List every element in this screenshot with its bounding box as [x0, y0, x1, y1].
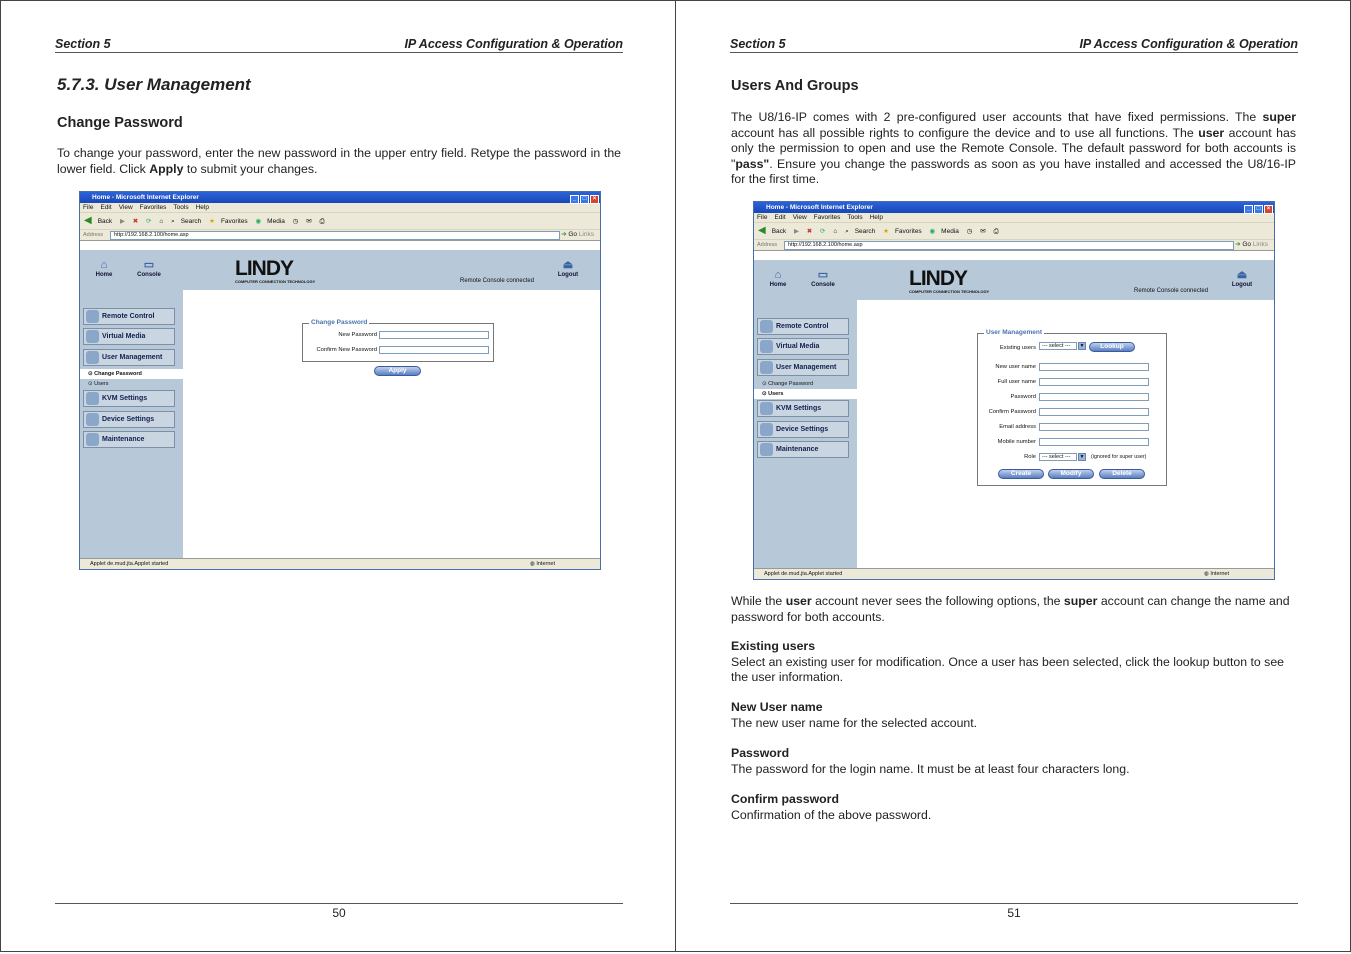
options-paragraph: [731, 594, 1296, 625]
confirm-password-label: Confirm New Password: [316, 347, 377, 353]
role-note: (ignored for super user): [1091, 454, 1147, 460]
address-bar: [80, 230, 600, 241]
apply-button[interactable]: Apply: [374, 366, 421, 376]
logo-text: LINDY: [909, 267, 967, 290]
back-icon[interactable]: ◀: [84, 215, 92, 226]
subnav-label: Change Password: [768, 381, 814, 387]
nav-device-settings[interactable]: [757, 421, 849, 438]
maintenance-icon: [86, 433, 99, 446]
favorites-button[interactable]: Favorites: [894, 228, 922, 235]
nav-kvm-settings[interactable]: [83, 390, 175, 407]
para-text: To change your password, enter the new password in the upper entry field. Retype the password in the lower field. Click: [57, 146, 621, 176]
nav-label: Remote Control: [102, 313, 155, 320]
browser-status-bar: [80, 558, 600, 569]
para-text: . Ensure you change the passwords as soon as you have installed and accessed the U8/16-IP for the first time.: [731, 156, 1296, 186]
para-text: account never sees the following options, the: [811, 594, 1064, 608]
logout-button[interactable]: [1228, 269, 1256, 288]
favorites-button[interactable]: Favorites: [220, 218, 248, 225]
nav-maintenance[interactable]: [83, 431, 175, 448]
nav-label: Maintenance: [102, 436, 145, 443]
status-text: Applet de.mud.jta.Applet started: [90, 561, 169, 567]
email-input[interactable]: [1039, 423, 1149, 431]
console-button[interactable]: [135, 259, 163, 278]
nav-maintenance[interactable]: [757, 441, 849, 458]
page-header: [55, 37, 623, 53]
maximize-icon[interactable]: □: [580, 195, 589, 204]
remote-console-status: Remote Console connected: [1134, 288, 1209, 294]
users-icon: [86, 351, 99, 364]
kvm-settings-icon: [86, 392, 99, 405]
existing-users-select[interactable]: [1039, 342, 1085, 350]
change-password-paragraph: [57, 146, 621, 177]
header-title: IP Access Configuration & Operation: [1079, 37, 1298, 51]
browser-toolbar: [80, 213, 600, 230]
full-user-name-label: Full user name: [997, 379, 1036, 385]
delete-button[interactable]: Delete: [1099, 469, 1145, 479]
menu-help[interactable]: Help: [195, 204, 209, 211]
home-button[interactable]: [766, 269, 790, 288]
role-label: Role: [1024, 454, 1036, 460]
nav-user-management[interactable]: [83, 349, 175, 366]
home-icon: ⌂: [100, 259, 108, 271]
para-text: While the: [731, 594, 786, 608]
bold-super: super: [1262, 110, 1296, 124]
logout-label: Logout: [1231, 282, 1253, 288]
bold-super: super: [1063, 594, 1098, 608]
nav-label: Virtual Media: [102, 333, 146, 340]
kvm-settings-icon: [760, 402, 773, 415]
zone-indicator: [1204, 569, 1229, 579]
right-page: [675, 0, 1351, 952]
subnav-users[interactable]: ⊙ Users: [754, 389, 857, 399]
nav-label: KVM Settings: [776, 405, 822, 412]
term-new-user-name: [731, 700, 1296, 731]
logout-button[interactable]: [554, 259, 582, 278]
chevron-down-icon: ▼: [1079, 343, 1085, 349]
page-number: 50: [332, 906, 346, 920]
fieldset-legend: Change Password: [311, 319, 368, 326]
go-label: Go: [1242, 241, 1251, 248]
term-confirm-password: [731, 792, 1296, 823]
fieldset-legend: User Management: [986, 329, 1042, 336]
term-title: New User name: [731, 700, 823, 714]
go-arrow-icon: ➔: [1235, 241, 1241, 248]
logo-text: LINDY: [235, 257, 293, 280]
browser-menu-bar: [80, 203, 600, 213]
remote-control-icon: [86, 310, 99, 323]
new-user-name-label: New user name: [995, 364, 1036, 370]
virtual-media-icon: [86, 330, 99, 343]
home-icon[interactable]: ⌂: [833, 228, 838, 235]
go-button[interactable]: [1235, 240, 1268, 250]
nav-label: User Management: [102, 354, 163, 361]
favorites-icon[interactable]: ★: [883, 228, 889, 235]
header-section: Section 5: [730, 37, 786, 51]
refresh-icon[interactable]: ⟳: [820, 228, 826, 235]
links-label[interactable]: Links: [578, 231, 594, 238]
menu-favorites[interactable]: Favorites: [139, 204, 167, 211]
window-buttons: [1243, 203, 1273, 214]
print-icon[interactable]: ⎙: [993, 228, 999, 235]
full-user-name-input[interactable]: [1039, 378, 1149, 386]
section-title: 5.7.3. User Management: [57, 75, 251, 94]
nav-kvm-settings[interactable]: [757, 400, 849, 417]
nav-device-settings[interactable]: [83, 411, 175, 428]
content-curve: [183, 290, 223, 310]
modify-button[interactable]: Modify: [1048, 469, 1094, 479]
new-password-input[interactable]: [379, 331, 489, 339]
home-icon[interactable]: ⌂: [159, 218, 164, 225]
mobile-label: Mobile number: [997, 439, 1036, 445]
menu-view[interactable]: View: [792, 214, 807, 221]
media-button[interactable]: Media: [941, 228, 959, 235]
nav-label: User Management: [776, 364, 837, 371]
go-label: Go: [568, 231, 577, 238]
nav-virtual-media[interactable]: [83, 328, 175, 345]
role-select[interactable]: [1039, 453, 1085, 461]
maintenance-icon: [760, 443, 773, 456]
menu-help[interactable]: Help: [869, 214, 883, 221]
back-icon[interactable]: ◀: [758, 225, 766, 236]
select-value: --- select ---: [1042, 343, 1071, 349]
address-bar: [754, 240, 1274, 251]
console-button[interactable]: [809, 269, 837, 288]
remote-console-status: Remote Console connected: [460, 278, 535, 284]
page-footer-rule: [730, 903, 1298, 904]
password-input[interactable]: [1039, 393, 1149, 401]
stop-icon[interactable]: ✖: [806, 228, 813, 235]
subnav-label: Change Password: [94, 371, 142, 377]
lindy-logo: [909, 268, 989, 294]
subnav-users[interactable]: ⊙ Users: [88, 381, 109, 387]
password-label: Password: [1010, 394, 1036, 400]
menu-favorites[interactable]: Favorites: [813, 214, 841, 221]
term-title: Password: [731, 746, 790, 760]
console-icon: ▭: [817, 269, 829, 281]
mail-icon[interactable]: ✉: [980, 228, 986, 235]
minimize-icon[interactable]: _: [1244, 205, 1253, 214]
logout-icon: ⏏: [1236, 269, 1248, 281]
browser-status-bar: [754, 568, 1274, 579]
email-label: Email address: [999, 424, 1036, 430]
change-password-fieldset: [302, 319, 494, 362]
menu-file[interactable]: File: [83, 204, 94, 211]
term-desc: The password for the login name. It must be at least four characters long.: [731, 761, 1130, 776]
screenshot-user-management: [753, 201, 1275, 580]
address-label: Address: [757, 242, 778, 248]
confirm-password-input[interactable]: [1039, 408, 1149, 416]
menu-tools[interactable]: Tools: [173, 204, 189, 211]
close-icon[interactable]: ×: [1264, 205, 1273, 214]
logout-label: Logout: [557, 272, 579, 278]
para-text: account can change the name and password for both accounts.: [731, 594, 1290, 624]
term-password: [731, 746, 1296, 777]
menu-tools[interactable]: Tools: [847, 214, 863, 221]
zone-indicator: [530, 559, 555, 569]
nav-virtual-media[interactable]: [757, 338, 849, 355]
term-existing-users: [731, 639, 1296, 686]
term-desc: Select an existing user for modification. Once a user has been selected, click the lookup button to see the user information.: [731, 654, 1284, 684]
web-content: [80, 250, 600, 559]
users-groups-heading: Users And Groups: [731, 78, 859, 94]
search-button[interactable]: Search: [180, 218, 202, 225]
close-icon[interactable]: ×: [590, 195, 599, 204]
logo-subtitle: COMPUTER CONNECTION TECHNOLOGY: [235, 279, 316, 284]
history-icon[interactable]: ◷: [292, 218, 299, 225]
menu-edit[interactable]: Edit: [774, 214, 786, 221]
nav-remote-control[interactable]: [83, 308, 175, 325]
new-password-label: New Password: [338, 332, 377, 338]
user-management-fieldset: [977, 329, 1167, 486]
back-button[interactable]: Back: [771, 228, 787, 235]
nav-label: KVM Settings: [102, 395, 148, 402]
bold-user: user: [1198, 125, 1225, 140]
home-button[interactable]: [92, 259, 116, 278]
console-label: Console: [137, 272, 161, 278]
history-icon[interactable]: ◷: [966, 228, 973, 235]
forward-icon[interactable]: ▶: [793, 228, 799, 235]
page-footer-rule: [55, 903, 623, 904]
subnav-label: Users: [94, 381, 109, 387]
remote-control-icon: [760, 320, 773, 333]
term-title: Existing users: [731, 639, 816, 653]
home-label: Home: [95, 272, 113, 278]
menu-edit[interactable]: Edit: [100, 204, 112, 211]
browser-title: Home - Microsoft Internet Explorer: [766, 204, 873, 211]
media-icon[interactable]: ◉: [929, 228, 936, 235]
lindy-logo: [235, 258, 315, 284]
mobile-input[interactable]: [1039, 438, 1149, 446]
lookup-button[interactable]: Lookup: [1089, 342, 1135, 352]
para-text: account has all possible rights to configure the device and to use all functions. The: [731, 125, 1199, 140]
print-icon[interactable]: ⎙: [319, 218, 325, 225]
screenshot-change-password: [79, 191, 601, 570]
bold-pass: pass": [735, 156, 770, 171]
console-icon: ▭: [143, 259, 155, 271]
maximize-icon[interactable]: □: [1254, 205, 1263, 214]
select-value: --- select ---: [1042, 454, 1071, 460]
nav-label: Remote Control: [776, 323, 829, 330]
url-input[interactable]: http://192.168.2.100/home.asp: [110, 231, 560, 240]
browser-title: Home - Microsoft Internet Explorer: [92, 194, 199, 201]
minimize-icon[interactable]: _: [570, 195, 579, 204]
term-desc: Confirmation of the above password.: [731, 807, 932, 822]
device-settings-icon: [86, 413, 99, 426]
page-header: [730, 37, 1298, 53]
console-label: Console: [811, 282, 835, 288]
logout-icon: ⏏: [562, 259, 574, 271]
confirm-password-label: Confirm Password: [988, 409, 1036, 415]
home-icon: ⌂: [774, 269, 782, 281]
favorites-icon[interactable]: ★: [209, 218, 215, 225]
stop-icon[interactable]: ✖: [132, 218, 139, 225]
confirm-password-input[interactable]: [379, 346, 489, 354]
users-groups-paragraph: [731, 110, 1296, 188]
page-number: 51: [1007, 906, 1021, 920]
virtual-media-icon: [760, 340, 773, 353]
zone-label: Internet: [1210, 571, 1229, 577]
term-desc: The new user name for the selected account.: [731, 715, 978, 730]
menu-view[interactable]: View: [118, 204, 133, 211]
url-input[interactable]: http://192.168.2.100/home.asp: [784, 241, 1234, 250]
browser-toolbar: [754, 223, 1274, 240]
new-user-name-input[interactable]: [1039, 363, 1149, 371]
go-button[interactable]: [561, 230, 594, 240]
nav-remote-control[interactable]: [757, 318, 849, 335]
globe-icon: ◍: [1204, 571, 1209, 577]
header-title: IP Access Configuration & Operation: [404, 37, 623, 51]
create-button[interactable]: Create: [998, 469, 1044, 479]
forward-icon[interactable]: ▶: [119, 218, 125, 225]
para-bold-apply: Apply: [149, 161, 184, 176]
nav-label: Virtual Media: [776, 343, 820, 350]
subnav-label: Users: [768, 391, 784, 397]
refresh-icon[interactable]: ⟳: [146, 218, 152, 225]
globe-icon: ◍: [530, 561, 535, 567]
chevron-down-icon: ▼: [1079, 454, 1085, 460]
back-button[interactable]: Back: [97, 218, 113, 225]
nav-label: Device Settings: [102, 416, 155, 423]
status-text: Applet de.mud.jta.Applet started: [764, 571, 843, 577]
para-text-end: to submit your changes.: [183, 161, 318, 176]
browser-title-bar: [754, 202, 1274, 213]
media-button[interactable]: Media: [267, 218, 285, 225]
home-label: Home: [769, 282, 787, 288]
users-icon: [760, 361, 773, 374]
web-content: [754, 260, 1274, 569]
go-arrow-icon: ➔: [561, 231, 567, 238]
search-button[interactable]: Search: [854, 228, 876, 235]
change-password-heading: Change Password: [57, 115, 183, 131]
window-buttons: [569, 193, 599, 204]
subnav-change-password[interactable]: ⊙ Change Password: [762, 381, 814, 387]
logo-subtitle: COMPUTER CONNECTION TECHNOLOGY: [909, 289, 990, 294]
mail-icon[interactable]: ✉: [306, 218, 312, 225]
browser-title-bar: [80, 192, 600, 203]
existing-users-label: Existing users: [999, 345, 1036, 351]
left-page: [0, 0, 676, 952]
para-text: The U8/16-IP comes with 2 pre-configured user accounts that have fixed permissions. The: [731, 110, 1263, 124]
links-label[interactable]: Links: [1252, 241, 1268, 248]
zone-label: Internet: [536, 561, 555, 567]
search-icon[interactable]: ⌕: [171, 218, 175, 225]
term-title: Confirm password: [731, 792, 839, 806]
search-icon[interactable]: ⌕: [845, 228, 849, 235]
menu-file[interactable]: File: [757, 214, 768, 221]
browser-menu-bar: [754, 213, 1274, 223]
media-icon[interactable]: ◉: [255, 218, 262, 225]
nav-user-management[interactable]: [757, 359, 849, 376]
nav-label: Device Settings: [776, 426, 829, 433]
header-section: Section 5: [55, 37, 111, 51]
para-text: account has only the permission to open and use the Remote Console. The default password for both accounts is ": [731, 125, 1296, 171]
bold-user: user: [785, 594, 812, 608]
subnav-change-password[interactable]: ⊙ Change Password: [80, 369, 183, 379]
address-label: Address: [83, 232, 104, 238]
nav-label: Maintenance: [776, 446, 819, 453]
device-settings-icon: [760, 423, 773, 436]
content-curve: [857, 300, 897, 320]
